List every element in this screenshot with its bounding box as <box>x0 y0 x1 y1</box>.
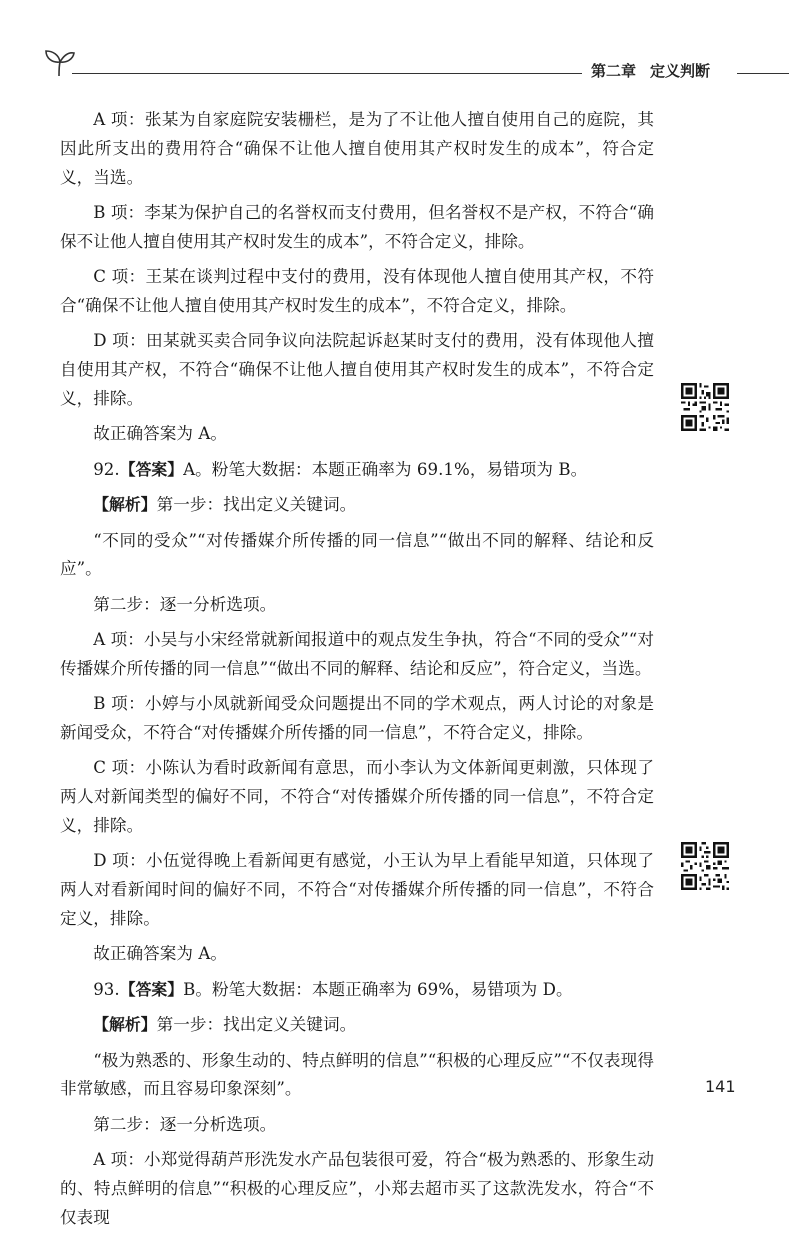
paragraph: 故正确答案为 A。 <box>93 944 228 964</box>
analysis-93: 【解析】第一步：找出定义关键词。 <box>93 1015 357 1035</box>
paragraph: 故正确答案为 A。 <box>93 424 228 444</box>
analysis-92: 【解析】第一步：找出定义关键词。 <box>93 495 357 515</box>
paragraph: A 项：张某为自家庭院安装栅栏，是为了不让他人擅自使用自己的庭院，其因此所支出的费用符合“确保不让他人擅自使用其产权时发生的成本”，符合定义，当选。 <box>60 110 654 187</box>
qr-code-icon[interactable] <box>681 383 729 431</box>
analysis-tag: 【解析】 <box>93 495 157 515</box>
paragraph: “极为熟悉的、形象生动的、特点鲜明的信息”“积极的心理反应”“不仅表现得非常敏感，而且容易印象深刻”。 <box>60 1050 654 1099</box>
page-body <box>60 106 654 1239</box>
analysis-tag: 【解析】 <box>93 1015 157 1035</box>
paragraph: B 项：李某为保护自己的名誉权而支付费用，但名誉权不是产权，不符合“确保不让他人擅自使用其产权时发生的成本”，不符合定义，排除。 <box>60 202 654 251</box>
paragraph: 第二步：逐一分析选项。 <box>93 594 277 614</box>
header-rule <box>72 73 582 74</box>
paragraph: 第二步：逐一分析选项。 <box>93 1114 277 1134</box>
page-header <box>0 0 800 90</box>
answer-93: 93.【答案】B。粉笔大数据：本题正确率为 69%，易错项为 D。 <box>93 979 573 999</box>
chapter-heading <box>591 60 710 81</box>
chapter-title: 定义判断 <box>650 62 711 80</box>
paragraph: A 项：小吴与小宋经常就新闻报道中的观点发生争执，符合“不同的受众”“对传播媒介所传播的同一信息”“做出不同的解释、结论和反应”，符合定义，当选。 <box>60 630 654 678</box>
header-rule-end <box>737 73 789 74</box>
chapter-label: 第二章 <box>591 62 637 80</box>
page-number: 141 <box>705 1077 736 1096</box>
question-number: 93. <box>93 979 120 999</box>
paragraph: D 项：小伍觉得晚上看新闻更有感觉，小王认为早上看能早知道，只体现了两人对看新闻时间的偏好不同，不符合“对传播媒介所传播的同一信息”，不符合定义，排除。 <box>60 851 654 929</box>
qr-code-icon[interactable] <box>681 842 729 890</box>
sprout-icon <box>42 44 76 78</box>
paragraph: C 项：王某在谈判过程中支付的费用，没有体现他人擅自使用其产权，不符合“确保不让他人擅自使用其产权时发生的成本”，不符合定义，排除。 <box>60 267 654 315</box>
paragraph: B 项：小婷与小凤就新闻受众问题提出不同的学术观点，两人讨论的对象是新闻受众，不符合“对传播媒介所传播的同一信息”，不符合定义，排除。 <box>60 694 654 743</box>
answer-92: 92.【答案】A。粉笔大数据：本题正确率为 69.1%，易错项为 B。 <box>93 459 588 479</box>
paragraph: “不同的受众”“对传播媒介所传播的同一信息”“做出不同的解释、结论和反应”。 <box>60 530 654 579</box>
paragraph: A 项：小郑觉得葫芦形洗发水产品包装很可爱，符合“极为熟悉的、形象生动的、特点鲜明的信息”“积极的心理反应”，小郑去超市买了这款洗发水，符合“不仅表现 <box>60 1150 654 1227</box>
answer-tag: 【答案】 <box>119 459 184 479</box>
paragraph: D 项：田某就买卖合同争议向法院起诉赵某时支付的费用，没有体现他人擅自使用其产权，不符合“确保不让他人擅自使用其产权时发生的成本”，不符合定义，排除。 <box>60 331 654 408</box>
paragraph: C 项：小陈认为看时政新闻有意思，而小李认为文体新闻更刺激，只体现了两人对新闻类型的偏好不同，不符合“对传播媒介所传播的同一信息”，不符合定义，排除。 <box>60 758 654 836</box>
question-number: 92. <box>93 459 120 479</box>
answer-tag: 【答案】 <box>119 979 184 999</box>
